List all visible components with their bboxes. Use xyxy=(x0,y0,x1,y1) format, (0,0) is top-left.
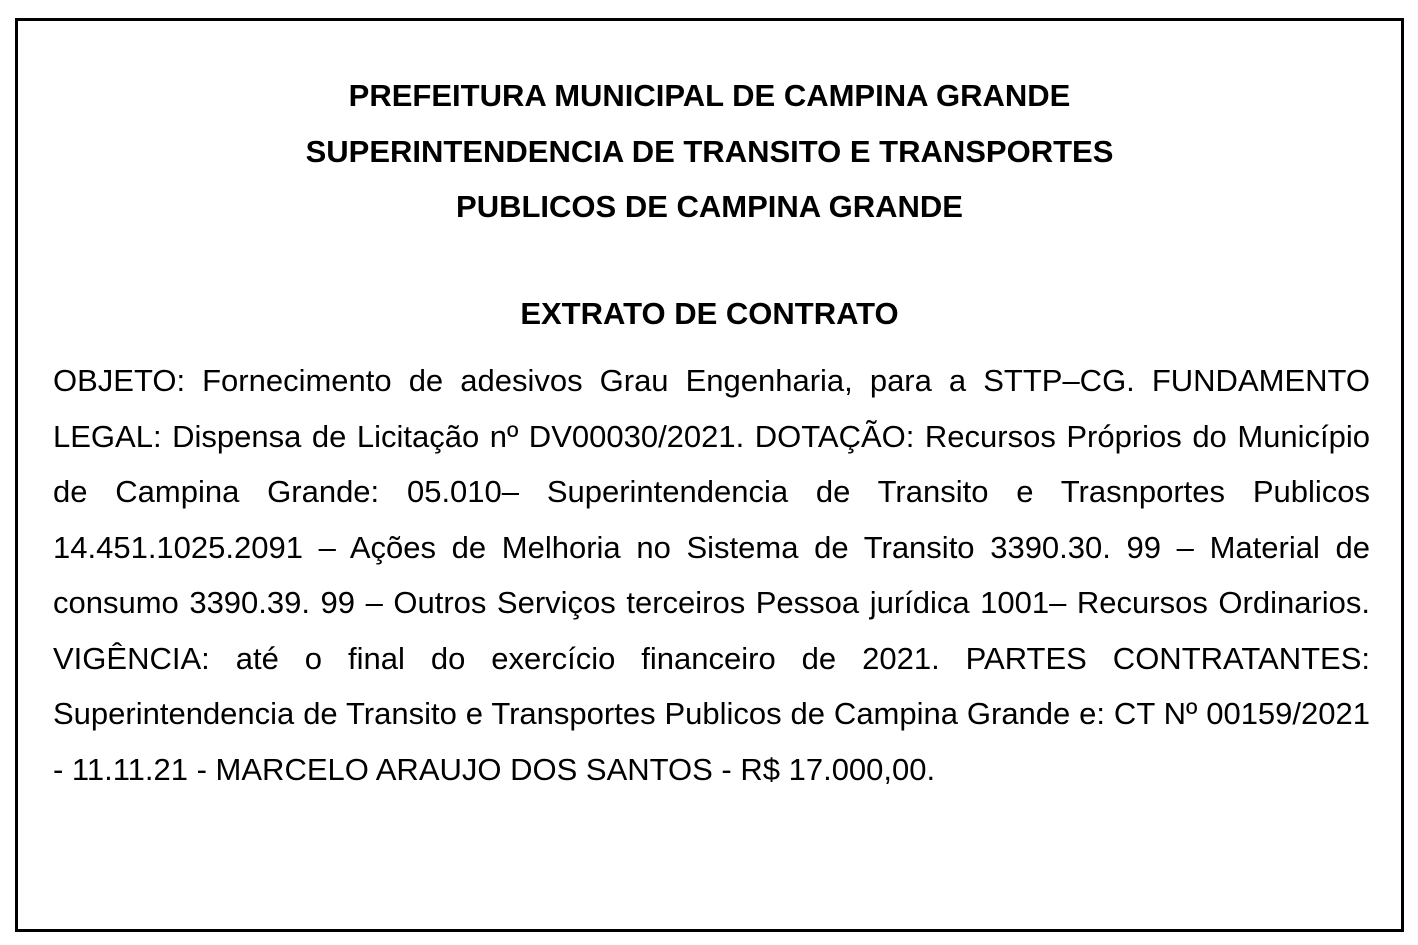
header-line-1: PREFEITURA MUNICIPAL DE CAMPINA GRANDE xyxy=(348,78,1071,113)
header-line-3: PUBLICOS DE CAMPINA GRANDE xyxy=(456,189,963,224)
document-frame xyxy=(15,18,1404,932)
document-title: EXTRATO DE CONTRATO xyxy=(520,296,899,331)
header-line-2: SUPERINTENDENCIA DE TRANSITO E TRANSPORTES xyxy=(305,133,1114,169)
document-header xyxy=(18,68,1401,235)
document-body: OBJETO: Fornecimento de adesivos Grau Engenharia, para a STTP–CG. FUNDAMENTO LEGAL: Dispensa de Licitação nº DV00030/2021. DOTAÇÃO: Recursos Próprios do Município de Campina Grande: 05.010– Superintendencia de Transito e Trasnportes Publicos 14.451.1025.2091 – Ações de Melhoria no Sistema de Transito 3390.30. 99 – Material de consumo 3390.39. 99 – Outros Serviços terceiros Pessoa jurídica 1001– Recursos Ordinarios. VIGÊNCIA: até o final do exercício financeiro de 2021. PARTES CONTRATANTES: Superintendencia de Transito e Transportes Publicos de Campina Grande e: CT Nº 00159/2021 - 11.11.21 - MARCELO ARAUJO DOS SANTOS - R$ 17.000,00. xyxy=(53,363,1370,787)
